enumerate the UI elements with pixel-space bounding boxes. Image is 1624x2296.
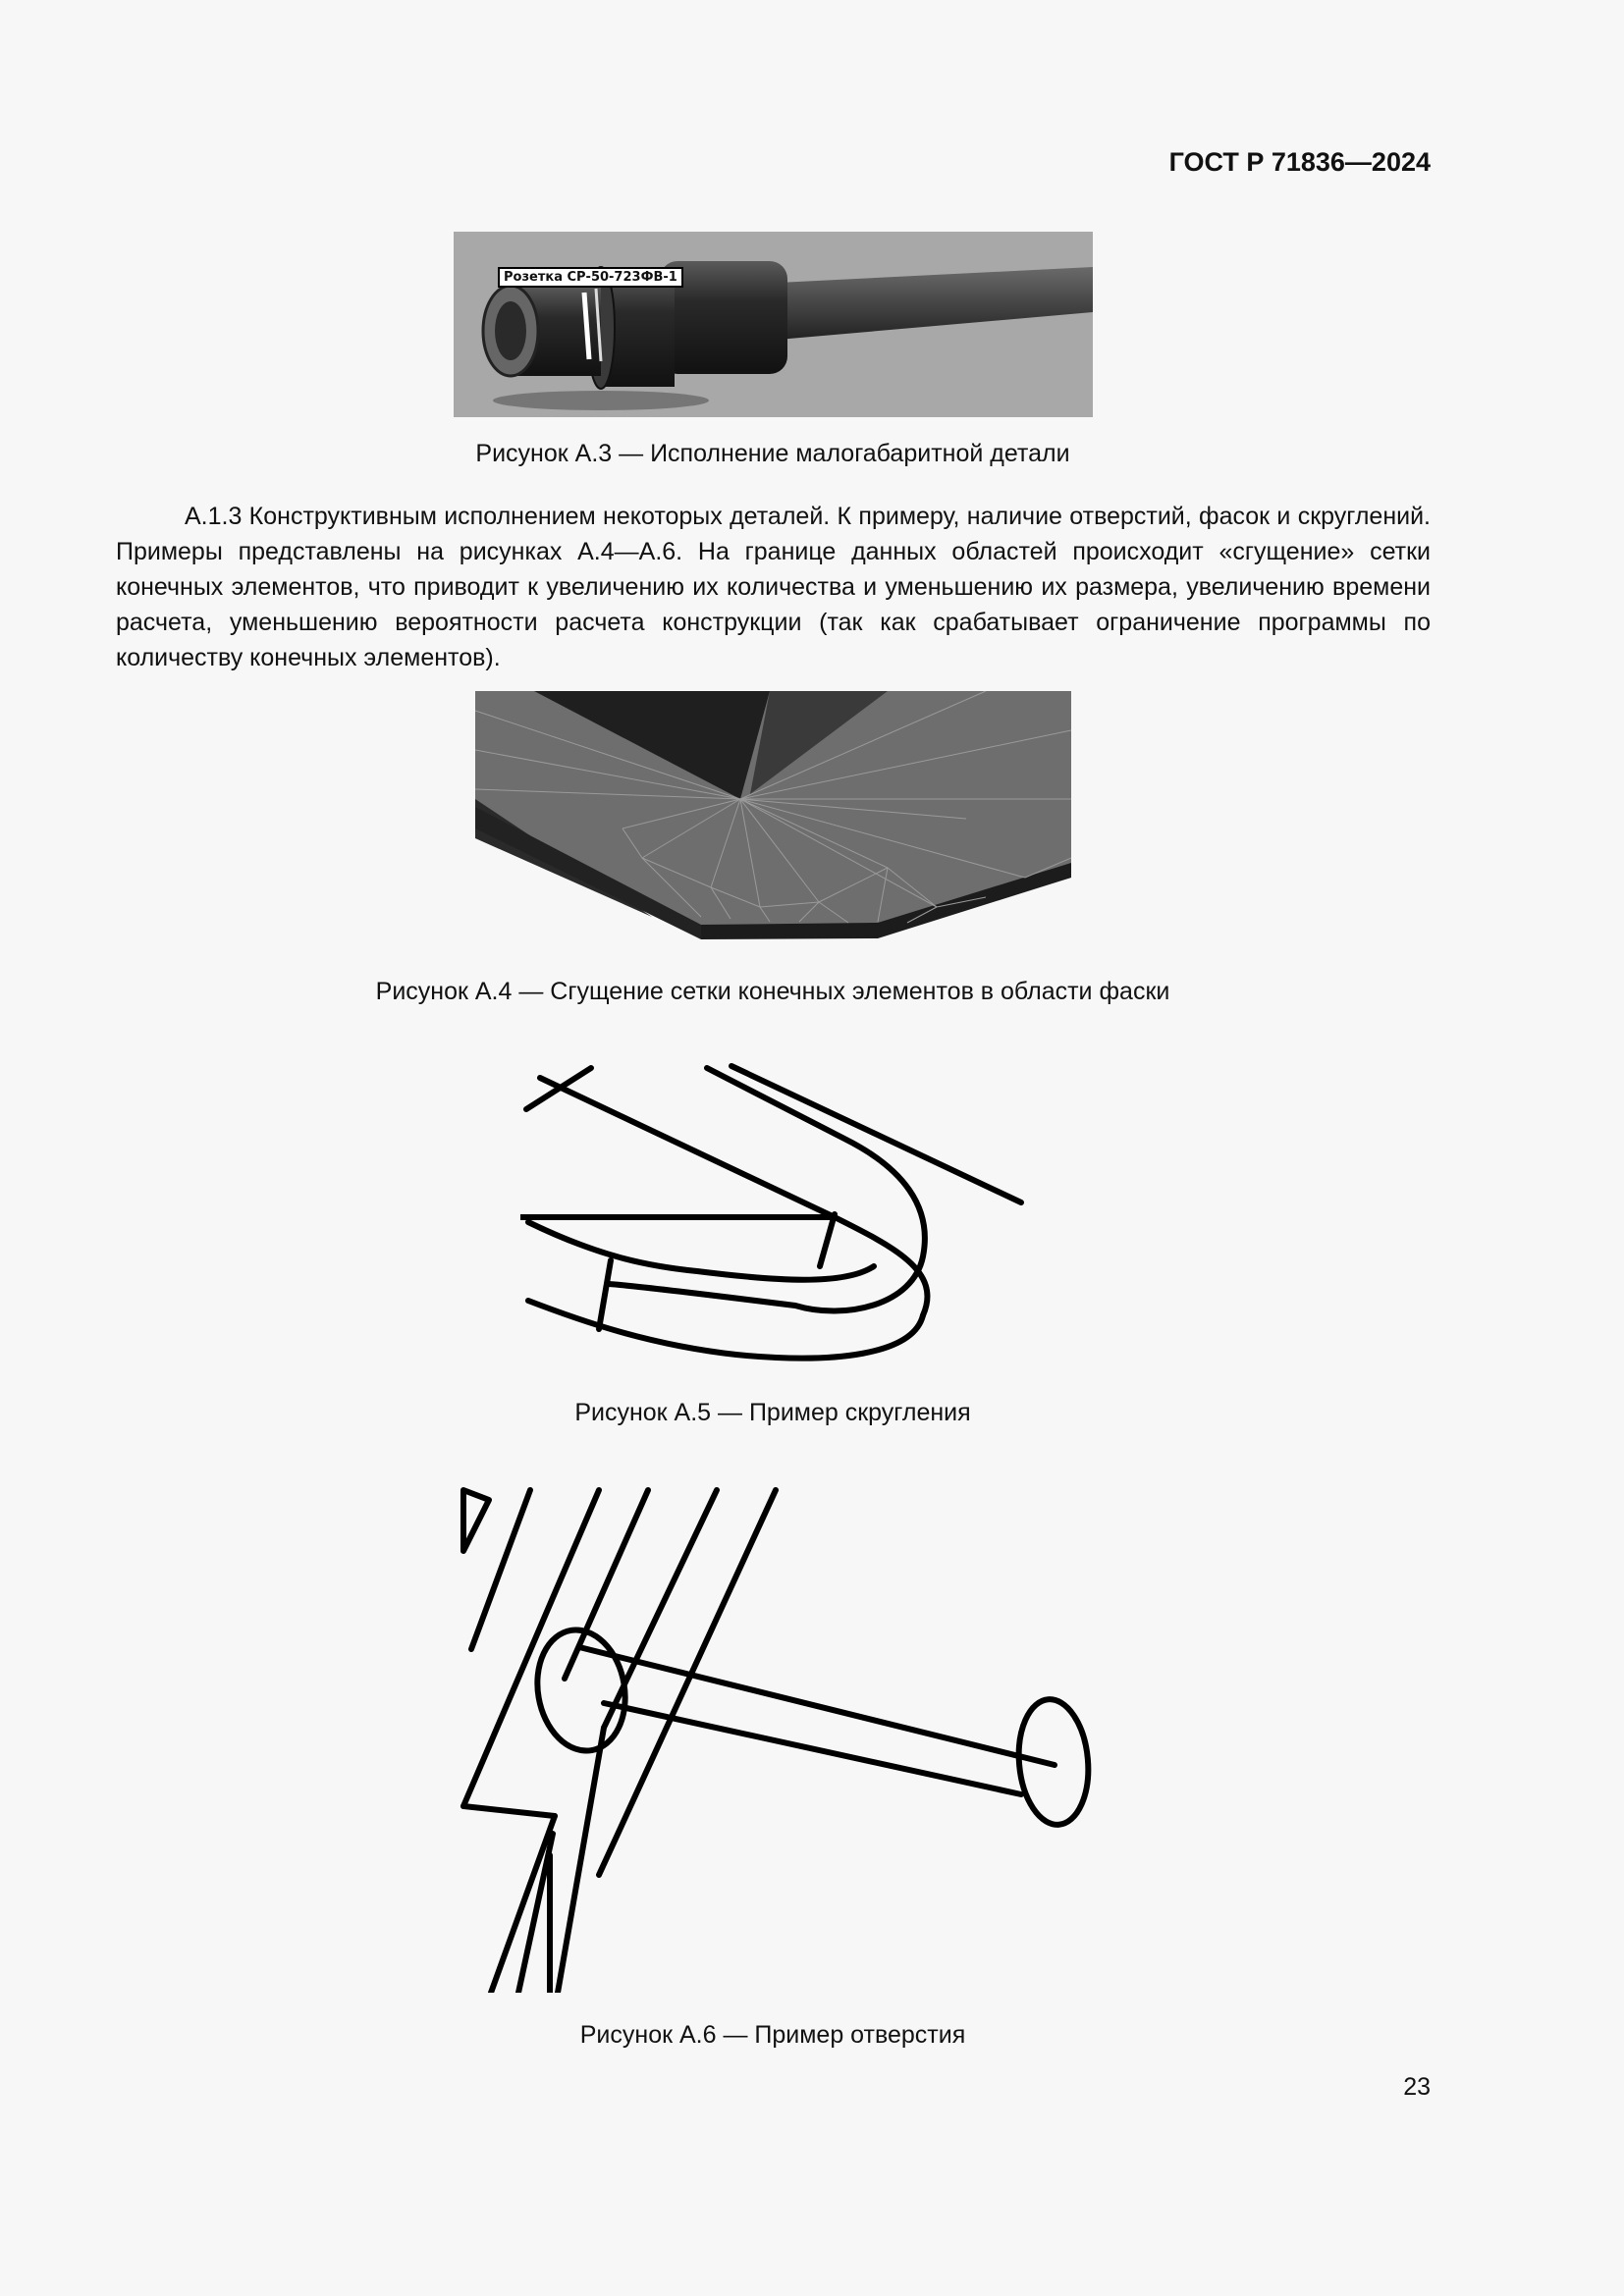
figure-a6-image <box>452 1482 1100 1993</box>
document-code: ГОСТ Р 71836—2024 <box>1168 147 1431 177</box>
figure-a3-label: Розетка СР-50-723ФВ-1 <box>498 267 683 288</box>
figure-a4-image <box>475 691 1071 939</box>
figure-a3-caption: Рисунок А.3 — Исполнение малогабаритной детали <box>475 440 1070 467</box>
page-number: 23 <box>1403 2073 1431 2101</box>
paragraph-a13: А.1.3 Конструктивным исполнением некоторых деталей. К примеру, наличие отверстий, фасок и скруглений. Примеры представлены на рисунках А.4—А.6. На границе данных областей происходит «сгущение» сетки конечных элементов, что приводит к увеличению их количества и уменьшению их размера, увеличению времени расчета, уменьшению вероятности расчета конструкции (так как срабатывает ограничение программы по количеству конечных элементов). <box>116 503 1431 671</box>
figure-a6-caption: Рисунок А.6 — Пример отверстия <box>579 2021 966 2049</box>
figure-a5-image <box>520 1060 1031 1374</box>
figure-a4-caption: Рисунок А.4 — Сгущение сетки конечных элементов в области фаски <box>375 978 1170 1005</box>
figure-a3-image <box>454 232 1093 417</box>
figure-a5-caption: Рисунок А.5 — Пример скругления <box>574 1399 971 1426</box>
